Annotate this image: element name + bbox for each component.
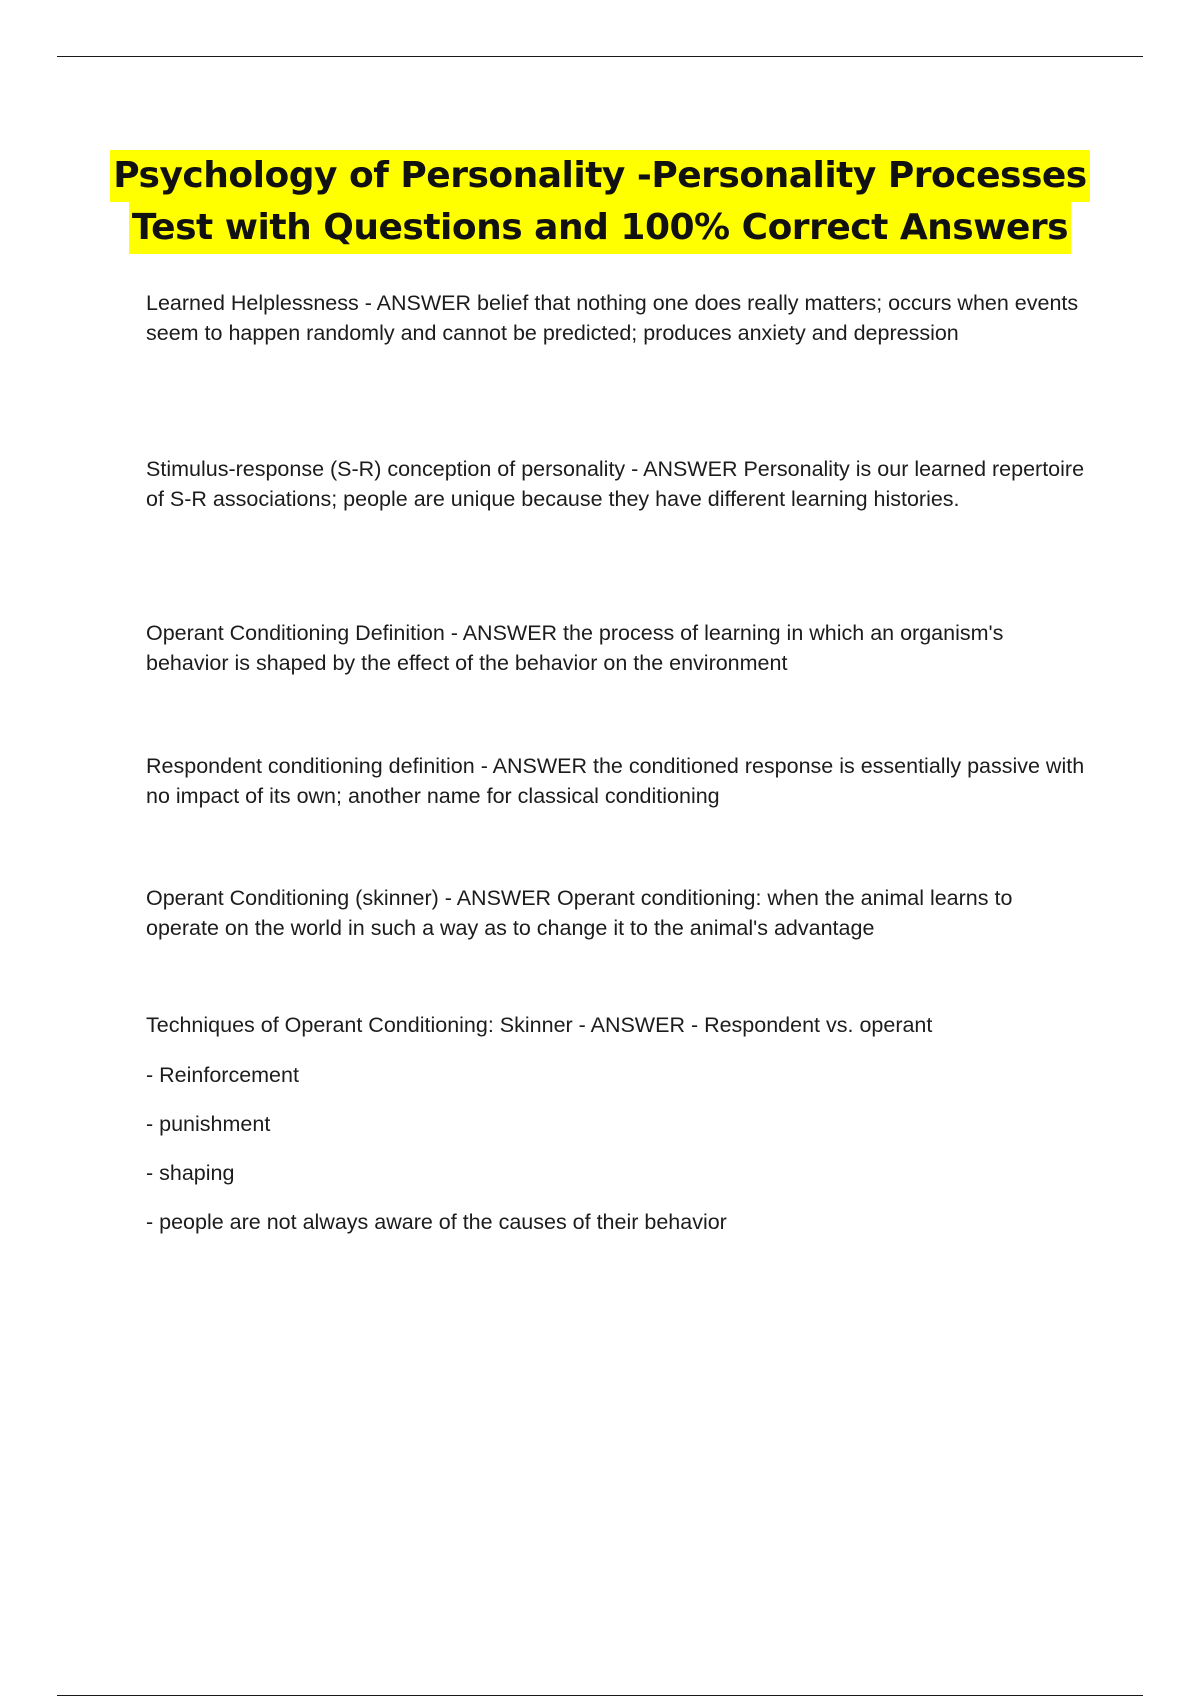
document-title <box>0 150 1200 254</box>
entry-techniques-operant-conditioning: Techniques of Operant Conditioning: Skinner - ANSWER - Respondent vs. operant <box>146 1013 933 1037</box>
list-item: - Reinforcement <box>146 1063 299 1087</box>
title-line-1: Psychology of Personality -Personality Processes <box>110 150 1089 202</box>
entry-operant-conditioning-definition: Operant Conditioning Definition - ANSWER the process of learning in which an organism's behavior is shaped by the effect of the behavior on the environment <box>146 621 1004 675</box>
list-item: - punishment <box>146 1112 271 1136</box>
title-line-2: Test with Questions and 100% Correct Answers <box>129 202 1071 254</box>
entry-learned-helplessness: Learned Helplessness - ANSWER belief that nothing one does really matters; occurs when events seem to happen randomly and cannot be predicted; produces anxiety and depression <box>146 291 1079 345</box>
entry-respondent-conditioning-definition: Respondent conditioning definition - ANSWER the conditioned response is essentially passive with no impact of its own; another name for classical conditioning <box>146 754 1085 808</box>
bottom-rule <box>57 1695 1143 1696</box>
list-item: - shaping <box>146 1161 235 1185</box>
entry-operant-conditioning-skinner: Operant Conditioning (skinner) - ANSWER Operant conditioning: when the animal learns to operate on the world in such a way as to change it to the animal's advantage <box>146 886 1013 940</box>
entry-stimulus-response: Stimulus-response (S-R) conception of personality - ANSWER Personality is our learned repertoire of S-R associations; people are unique because they have different learning histories. <box>146 457 1085 511</box>
top-rule <box>57 56 1143 57</box>
list-item: - people are not always aware of the causes of their behavior <box>146 1210 727 1234</box>
